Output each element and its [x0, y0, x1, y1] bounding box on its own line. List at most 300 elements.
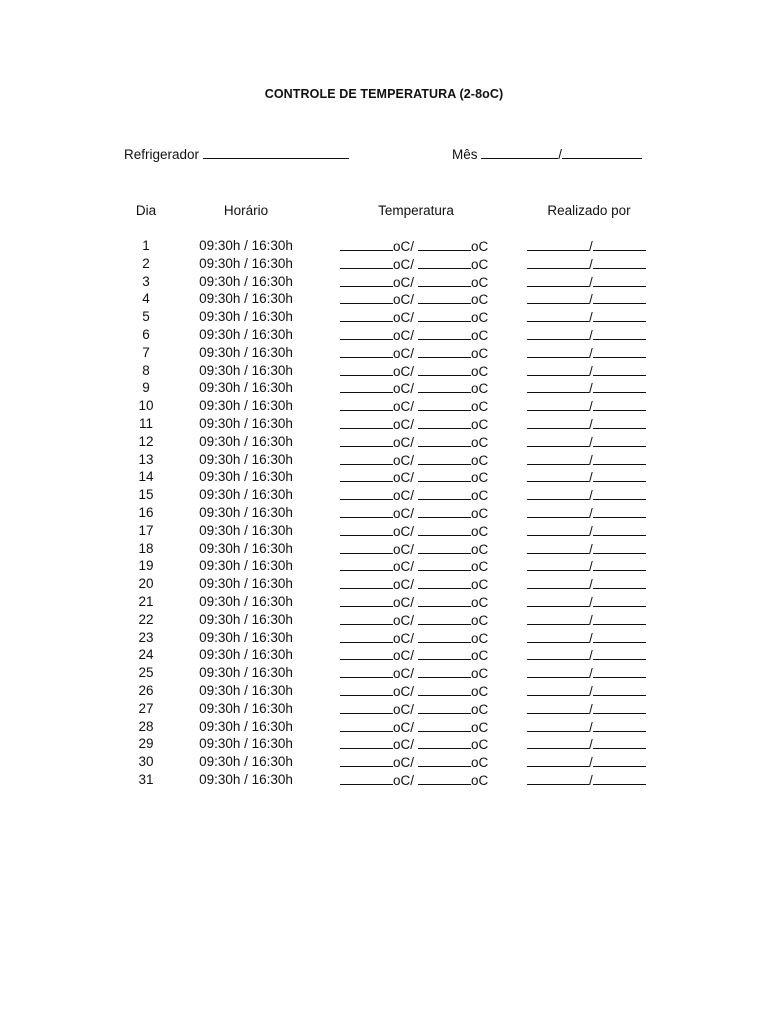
temp-afternoon-blank[interactable] [418, 736, 471, 749]
realizado-cell[interactable] [527, 256, 646, 272]
realizado-afternoon-blank[interactable] [593, 736, 646, 749]
realizado-afternoon-blank[interactable] [593, 683, 646, 696]
realizado-morning-blank[interactable] [527, 469, 589, 482]
realizado-afternoon-blank[interactable] [593, 772, 646, 785]
temp-afternoon-blank[interactable] [418, 647, 471, 660]
realizado-afternoon-blank[interactable] [593, 487, 646, 500]
temp-afternoon-blank[interactable] [418, 345, 471, 358]
temp-morning-blank[interactable] [340, 701, 393, 714]
temp-unit-2: oC [471, 719, 489, 735]
realizado-morning-blank[interactable] [527, 416, 589, 429]
realizado-morning-blank[interactable] [527, 594, 589, 607]
temp-unit-1: oC/ [393, 505, 415, 521]
temp-morning-blank[interactable] [340, 256, 393, 269]
realizado-cell[interactable] [527, 380, 646, 396]
realizado-morning-blank[interactable] [527, 541, 589, 554]
day-number: 9 [142, 380, 150, 396]
realizado-cell[interactable] [527, 647, 646, 663]
realizado-morning-blank[interactable] [527, 701, 589, 714]
temperature-cell[interactable] [340, 309, 488, 325]
realizado-separator: / [589, 523, 593, 539]
temperature-cell[interactable] [340, 398, 488, 414]
mes-month-blank[interactable] [481, 145, 558, 159]
realizado-afternoon-blank[interactable] [593, 612, 646, 625]
temp-unit-1: oC/ [393, 310, 415, 326]
temp-morning-blank[interactable] [340, 380, 393, 393]
realizado-afternoon-blank[interactable] [593, 719, 646, 732]
temp-afternoon-blank[interactable] [418, 594, 471, 607]
temp-afternoon-blank[interactable] [418, 274, 471, 287]
day-number: 24 [138, 647, 154, 663]
table-row [0, 274, 768, 292]
temperature-cell[interactable] [340, 665, 488, 681]
day-number: 20 [138, 576, 154, 592]
realizado-morning-blank[interactable] [527, 523, 589, 536]
temp-unit-1: oC/ [393, 416, 415, 432]
temp-unit-2: oC [471, 452, 489, 468]
temp-afternoon-blank[interactable] [418, 469, 471, 482]
temp-unit-1: oC/ [393, 612, 415, 628]
realizado-separator: / [589, 594, 593, 610]
realizado-morning-blank[interactable] [527, 736, 589, 749]
horario-cell: 09:30h / 16:30h [199, 611, 293, 627]
temp-morning-blank[interactable] [340, 434, 393, 447]
realizado-cell[interactable] [527, 719, 646, 735]
temp-unit-2: oC [471, 523, 489, 539]
temp-afternoon-blank[interactable] [418, 772, 471, 785]
horario-cell: 09:30h / 16:30h [199, 593, 293, 609]
table-row [0, 416, 768, 434]
realizado-morning-blank[interactable] [527, 630, 589, 643]
realizado-cell[interactable] [527, 576, 646, 592]
realizado-afternoon-blank[interactable] [593, 238, 646, 251]
day-number: 30 [138, 754, 154, 770]
day-number: 28 [138, 718, 154, 734]
temp-unit-1: oC/ [393, 381, 415, 397]
temp-morning-blank[interactable] [340, 416, 393, 429]
realizado-afternoon-blank[interactable] [593, 309, 646, 322]
realizado-afternoon-blank[interactable] [593, 558, 646, 571]
header-dia: Dia [135, 203, 157, 218]
temp-morning-blank[interactable] [340, 630, 393, 643]
temperature-cell[interactable] [340, 469, 488, 485]
realizado-afternoon-blank[interactable] [593, 256, 646, 269]
day-number: 8 [142, 362, 150, 378]
realizado-cell[interactable] [527, 434, 646, 450]
temp-morning-blank[interactable] [340, 487, 393, 500]
temp-unit-2: oC [471, 541, 489, 557]
temp-afternoon-blank[interactable] [418, 309, 471, 322]
temp-unit-2: oC [471, 737, 489, 753]
realizado-afternoon-blank[interactable] [593, 576, 646, 589]
temp-afternoon-blank[interactable] [418, 256, 471, 269]
refrigerador-blank[interactable] [203, 145, 349, 159]
table-row [0, 256, 768, 274]
realizado-morning-blank[interactable] [527, 719, 589, 732]
temperature-cell[interactable] [340, 558, 488, 574]
horario-cell: 09:30h / 16:30h [199, 487, 293, 503]
temp-morning-blank[interactable] [340, 665, 393, 678]
realizado-afternoon-blank[interactable] [593, 452, 646, 465]
temperature-cell[interactable] [340, 274, 488, 290]
temp-morning-blank[interactable] [340, 398, 393, 411]
table-row [0, 363, 768, 381]
realizado-afternoon-blank[interactable] [593, 398, 646, 411]
realizado-cell[interactable] [527, 327, 646, 343]
realizado-cell[interactable] [527, 345, 646, 361]
table-row [0, 576, 768, 594]
realizado-morning-blank[interactable] [527, 398, 589, 411]
temp-morning-blank[interactable] [340, 736, 393, 749]
temperature-cell[interactable] [340, 523, 488, 539]
realizado-afternoon-blank[interactable] [593, 469, 646, 482]
table-row [0, 452, 768, 470]
horario-cell: 09:30h / 16:30h [199, 504, 293, 520]
realizado-separator: / [589, 755, 593, 771]
realizado-cell[interactable] [527, 736, 646, 752]
refrigerador-field[interactable] [124, 145, 349, 162]
temperature-cell[interactable] [340, 630, 488, 646]
temp-morning-blank[interactable] [340, 772, 393, 785]
temp-morning-blank[interactable] [340, 363, 393, 376]
temp-unit-1: oC/ [393, 772, 415, 788]
temp-afternoon-blank[interactable] [418, 701, 471, 714]
realizado-separator: / [589, 381, 593, 397]
horario-cell: 09:30h / 16:30h [199, 647, 293, 663]
realizado-morning-blank[interactable] [527, 558, 589, 571]
temp-morning-blank[interactable] [340, 719, 393, 732]
realizado-cell[interactable] [527, 505, 646, 521]
realizado-morning-blank[interactable] [527, 345, 589, 358]
realizado-cell[interactable] [527, 612, 646, 628]
temp-morning-blank[interactable] [340, 345, 393, 358]
realizado-afternoon-blank[interactable] [593, 523, 646, 536]
realizado-afternoon-blank[interactable] [593, 274, 646, 287]
temperature-log-table [0, 238, 768, 790]
realizado-cell[interactable] [527, 665, 646, 681]
day-number: 10 [138, 398, 154, 414]
realizado-separator: / [589, 630, 593, 646]
realizado-afternoon-blank[interactable] [593, 434, 646, 447]
mes-year-blank[interactable] [562, 145, 642, 159]
realizado-cell[interactable] [527, 630, 646, 646]
temp-unit-1: oC/ [393, 630, 415, 646]
realizado-separator: / [589, 683, 593, 699]
realizado-morning-blank[interactable] [527, 452, 589, 465]
temperature-cell[interactable] [340, 363, 488, 379]
temperature-cell[interactable] [340, 327, 488, 343]
temperature-cell[interactable] [340, 541, 488, 557]
temperature-cell[interactable] [340, 256, 488, 272]
temp-unit-2: oC [471, 345, 489, 361]
temp-morning-blank[interactable] [340, 291, 393, 304]
realizado-afternoon-blank[interactable] [593, 665, 646, 678]
horario-cell: 09:30h / 16:30h [199, 754, 293, 770]
temp-unit-2: oC [471, 594, 489, 610]
table-row [0, 772, 768, 790]
temperature-cell[interactable] [340, 576, 488, 592]
horario-cell: 09:30h / 16:30h [199, 522, 293, 538]
temp-afternoon-blank[interactable] [418, 327, 471, 340]
realizado-separator: / [589, 488, 593, 504]
temp-afternoon-blank[interactable] [418, 380, 471, 393]
temperature-cell[interactable] [340, 701, 488, 717]
day-number: 29 [138, 736, 154, 752]
temperature-cell[interactable] [340, 719, 488, 735]
day-number: 11 [138, 415, 153, 431]
realizado-morning-blank[interactable] [527, 274, 589, 287]
realizado-afternoon-blank[interactable] [593, 701, 646, 714]
realizado-cell[interactable] [527, 363, 646, 379]
temperature-cell[interactable] [340, 238, 488, 254]
realizado-cell[interactable] [527, 274, 646, 290]
day-number: 3 [142, 273, 150, 289]
temp-morning-blank[interactable] [340, 683, 393, 696]
temp-afternoon-blank[interactable] [418, 487, 471, 500]
horario-cell: 09:30h / 16:30h [199, 665, 293, 681]
temp-afternoon-blank[interactable] [418, 630, 471, 643]
day-number: 23 [138, 629, 154, 645]
temperature-cell[interactable] [340, 647, 488, 663]
realizado-separator: / [589, 434, 593, 450]
realizado-morning-blank[interactable] [527, 327, 589, 340]
day-number: 12 [138, 433, 154, 449]
realizado-separator: / [589, 363, 593, 379]
realizado-morning-blank[interactable] [527, 309, 589, 322]
realizado-cell[interactable] [527, 754, 646, 770]
temp-morning-blank[interactable] [340, 238, 393, 251]
table-row [0, 309, 768, 327]
temp-unit-2: oC [471, 363, 489, 379]
temperature-cell[interactable] [340, 754, 488, 770]
realizado-cell[interactable] [527, 683, 646, 699]
realizado-afternoon-blank[interactable] [593, 363, 646, 376]
realizado-separator: / [589, 292, 593, 308]
header-horario: Horário [223, 203, 269, 218]
temp-unit-1: oC/ [393, 239, 415, 254]
table-row [0, 434, 768, 452]
table-row [0, 612, 768, 630]
temperature-cell[interactable] [340, 683, 488, 699]
realizado-morning-blank[interactable] [527, 487, 589, 500]
temp-afternoon-blank[interactable] [418, 754, 471, 767]
temp-afternoon-blank[interactable] [418, 434, 471, 447]
temp-unit-1: oC/ [393, 256, 415, 272]
temp-afternoon-blank[interactable] [418, 523, 471, 536]
realizado-separator: / [589, 345, 593, 361]
temp-afternoon-blank[interactable] [418, 612, 471, 625]
temp-unit-2: oC [471, 755, 489, 771]
realizado-cell[interactable] [527, 238, 646, 254]
realizado-morning-blank[interactable] [527, 505, 589, 518]
horario-cell: 09:30h / 16:30h [199, 291, 293, 307]
temp-afternoon-blank[interactable] [418, 665, 471, 678]
temp-unit-1: oC/ [393, 666, 415, 682]
temperature-cell[interactable] [340, 736, 488, 752]
day-number: 13 [138, 451, 154, 467]
realizado-morning-blank[interactable] [527, 434, 589, 447]
temp-morning-blank[interactable] [340, 754, 393, 767]
temp-unit-1: oC/ [393, 327, 415, 343]
realizado-morning-blank[interactable] [527, 772, 589, 785]
realizado-afternoon-blank[interactable] [593, 345, 646, 358]
realizado-separator: / [589, 416, 593, 432]
temp-unit-2: oC [471, 701, 489, 717]
temp-unit-2: oC [471, 310, 489, 326]
day-number: 22 [138, 611, 154, 627]
temp-afternoon-blank[interactable] [418, 558, 471, 571]
realizado-cell[interactable] [527, 291, 646, 307]
temp-unit-1: oC/ [393, 719, 415, 735]
temp-unit-1: oC/ [393, 470, 415, 486]
realizado-cell[interactable] [527, 398, 646, 414]
temperature-cell[interactable] [340, 594, 488, 610]
realizado-cell[interactable] [527, 772, 646, 788]
horario-cell: 09:30h / 16:30h [199, 326, 293, 342]
realizado-afternoon-blank[interactable] [593, 594, 646, 607]
temp-morning-blank[interactable] [340, 647, 393, 660]
table-row [0, 754, 768, 772]
realizado-cell[interactable] [527, 523, 646, 539]
temp-unit-1: oC/ [393, 541, 415, 557]
mes-field[interactable] [452, 145, 642, 162]
realizado-cell[interactable] [527, 487, 646, 503]
temp-unit-1: oC/ [393, 399, 415, 415]
realizado-morning-blank[interactable] [527, 238, 589, 251]
temperature-cell[interactable] [340, 291, 488, 307]
temp-morning-blank[interactable] [340, 541, 393, 554]
temp-morning-blank[interactable] [340, 558, 393, 571]
temp-unit-2: oC [471, 399, 489, 415]
realizado-morning-blank[interactable] [527, 380, 589, 393]
realizado-morning-blank[interactable] [527, 363, 589, 376]
temp-morning-blank[interactable] [340, 576, 393, 589]
realizado-separator: / [589, 772, 593, 788]
realizado-morning-blank[interactable] [527, 647, 589, 660]
realizado-separator: / [589, 505, 593, 521]
realizado-cell[interactable] [527, 469, 646, 485]
temp-unit-1: oC/ [393, 363, 415, 379]
realizado-cell[interactable] [527, 309, 646, 325]
temp-afternoon-blank[interactable] [418, 291, 471, 304]
temp-morning-blank[interactable] [340, 452, 393, 465]
horario-cell: 09:30h / 16:30h [199, 736, 293, 752]
realizado-morning-blank[interactable] [527, 576, 589, 589]
mes-separator: / [558, 147, 563, 162]
horario-cell: 09:30h / 16:30h [199, 380, 293, 396]
temp-afternoon-blank[interactable] [418, 719, 471, 732]
realizado-cell[interactable] [527, 558, 646, 574]
realizado-afternoon-blank[interactable] [593, 647, 646, 660]
realizado-morning-blank[interactable] [527, 754, 589, 767]
realizado-afternoon-blank[interactable] [593, 416, 646, 429]
temp-afternoon-blank[interactable] [418, 683, 471, 696]
temp-afternoon-blank[interactable] [418, 505, 471, 518]
temp-unit-2: oC [471, 470, 489, 486]
temperature-cell[interactable] [340, 612, 488, 628]
temperature-cell[interactable] [340, 380, 488, 396]
temp-afternoon-blank[interactable] [418, 398, 471, 411]
realizado-afternoon-blank[interactable] [593, 754, 646, 767]
temp-afternoon-blank[interactable] [418, 416, 471, 429]
temp-unit-2: oC [471, 666, 489, 682]
temp-morning-blank[interactable] [340, 469, 393, 482]
temp-afternoon-blank[interactable] [418, 363, 471, 376]
temp-unit-2: oC [471, 630, 489, 646]
horario-cell: 09:30h / 16:30h [199, 415, 293, 431]
temp-morning-blank[interactable] [340, 594, 393, 607]
realizado-afternoon-blank[interactable] [593, 327, 646, 340]
temp-afternoon-blank[interactable] [418, 541, 471, 554]
realizado-cell[interactable] [527, 416, 646, 432]
realizado-afternoon-blank[interactable] [593, 541, 646, 554]
temp-afternoon-blank[interactable] [418, 576, 471, 589]
realizado-morning-blank[interactable] [527, 612, 589, 625]
realizado-cell[interactable] [527, 541, 646, 557]
temp-unit-1: oC/ [393, 274, 415, 290]
table-row [0, 736, 768, 754]
realizado-cell[interactable] [527, 701, 646, 717]
day-number: 27 [138, 700, 154, 716]
realizado-cell[interactable] [527, 452, 646, 468]
horario-cell: 09:30h / 16:30h [199, 469, 293, 485]
temperature-cell[interactable] [340, 505, 488, 521]
temperature-cell[interactable] [340, 345, 488, 361]
temperature-cell[interactable] [340, 452, 488, 468]
realizado-separator: / [589, 310, 593, 326]
realizado-morning-blank[interactable] [527, 665, 589, 678]
table-row [0, 523, 768, 541]
realizado-afternoon-blank[interactable] [593, 505, 646, 518]
temp-unit-2: oC [471, 683, 489, 699]
realizado-afternoon-blank[interactable] [593, 380, 646, 393]
temp-morning-blank[interactable] [340, 309, 393, 322]
temp-afternoon-blank[interactable] [418, 238, 471, 251]
table-row [0, 487, 768, 505]
realizado-separator: / [589, 648, 593, 664]
realizado-afternoon-blank[interactable] [593, 630, 646, 643]
realizado-separator: / [589, 274, 593, 290]
realizado-morning-blank[interactable] [527, 256, 589, 269]
temperature-cell[interactable] [340, 772, 488, 788]
table-row [0, 665, 768, 683]
temp-unit-2: oC [471, 292, 489, 308]
day-number: 19 [138, 558, 154, 574]
day-number: 26 [138, 682, 154, 698]
temp-morning-blank[interactable] [340, 327, 393, 340]
realizado-morning-blank[interactable] [527, 683, 589, 696]
horario-cell: 09:30h / 16:30h [199, 576, 293, 592]
temp-morning-blank[interactable] [340, 505, 393, 518]
table-row [0, 238, 768, 256]
day-number: 14 [138, 469, 154, 485]
temperature-cell[interactable] [340, 487, 488, 503]
realizado-morning-blank[interactable] [527, 291, 589, 304]
horario-cell: 09:30h / 16:30h [199, 540, 293, 556]
temperature-cell[interactable] [340, 434, 488, 450]
table-row [0, 594, 768, 612]
temperature-cell[interactable] [340, 416, 488, 432]
temp-afternoon-blank[interactable] [418, 452, 471, 465]
realizado-cell[interactable] [527, 594, 646, 610]
temp-morning-blank[interactable] [340, 612, 393, 625]
temp-morning-blank[interactable] [340, 523, 393, 536]
day-number: 4 [142, 291, 150, 307]
horario-cell: 09:30h / 16:30h [199, 771, 293, 787]
horario-cell: 09:30h / 16:30h [199, 682, 293, 698]
temp-morning-blank[interactable] [340, 274, 393, 287]
realizado-afternoon-blank[interactable] [593, 291, 646, 304]
